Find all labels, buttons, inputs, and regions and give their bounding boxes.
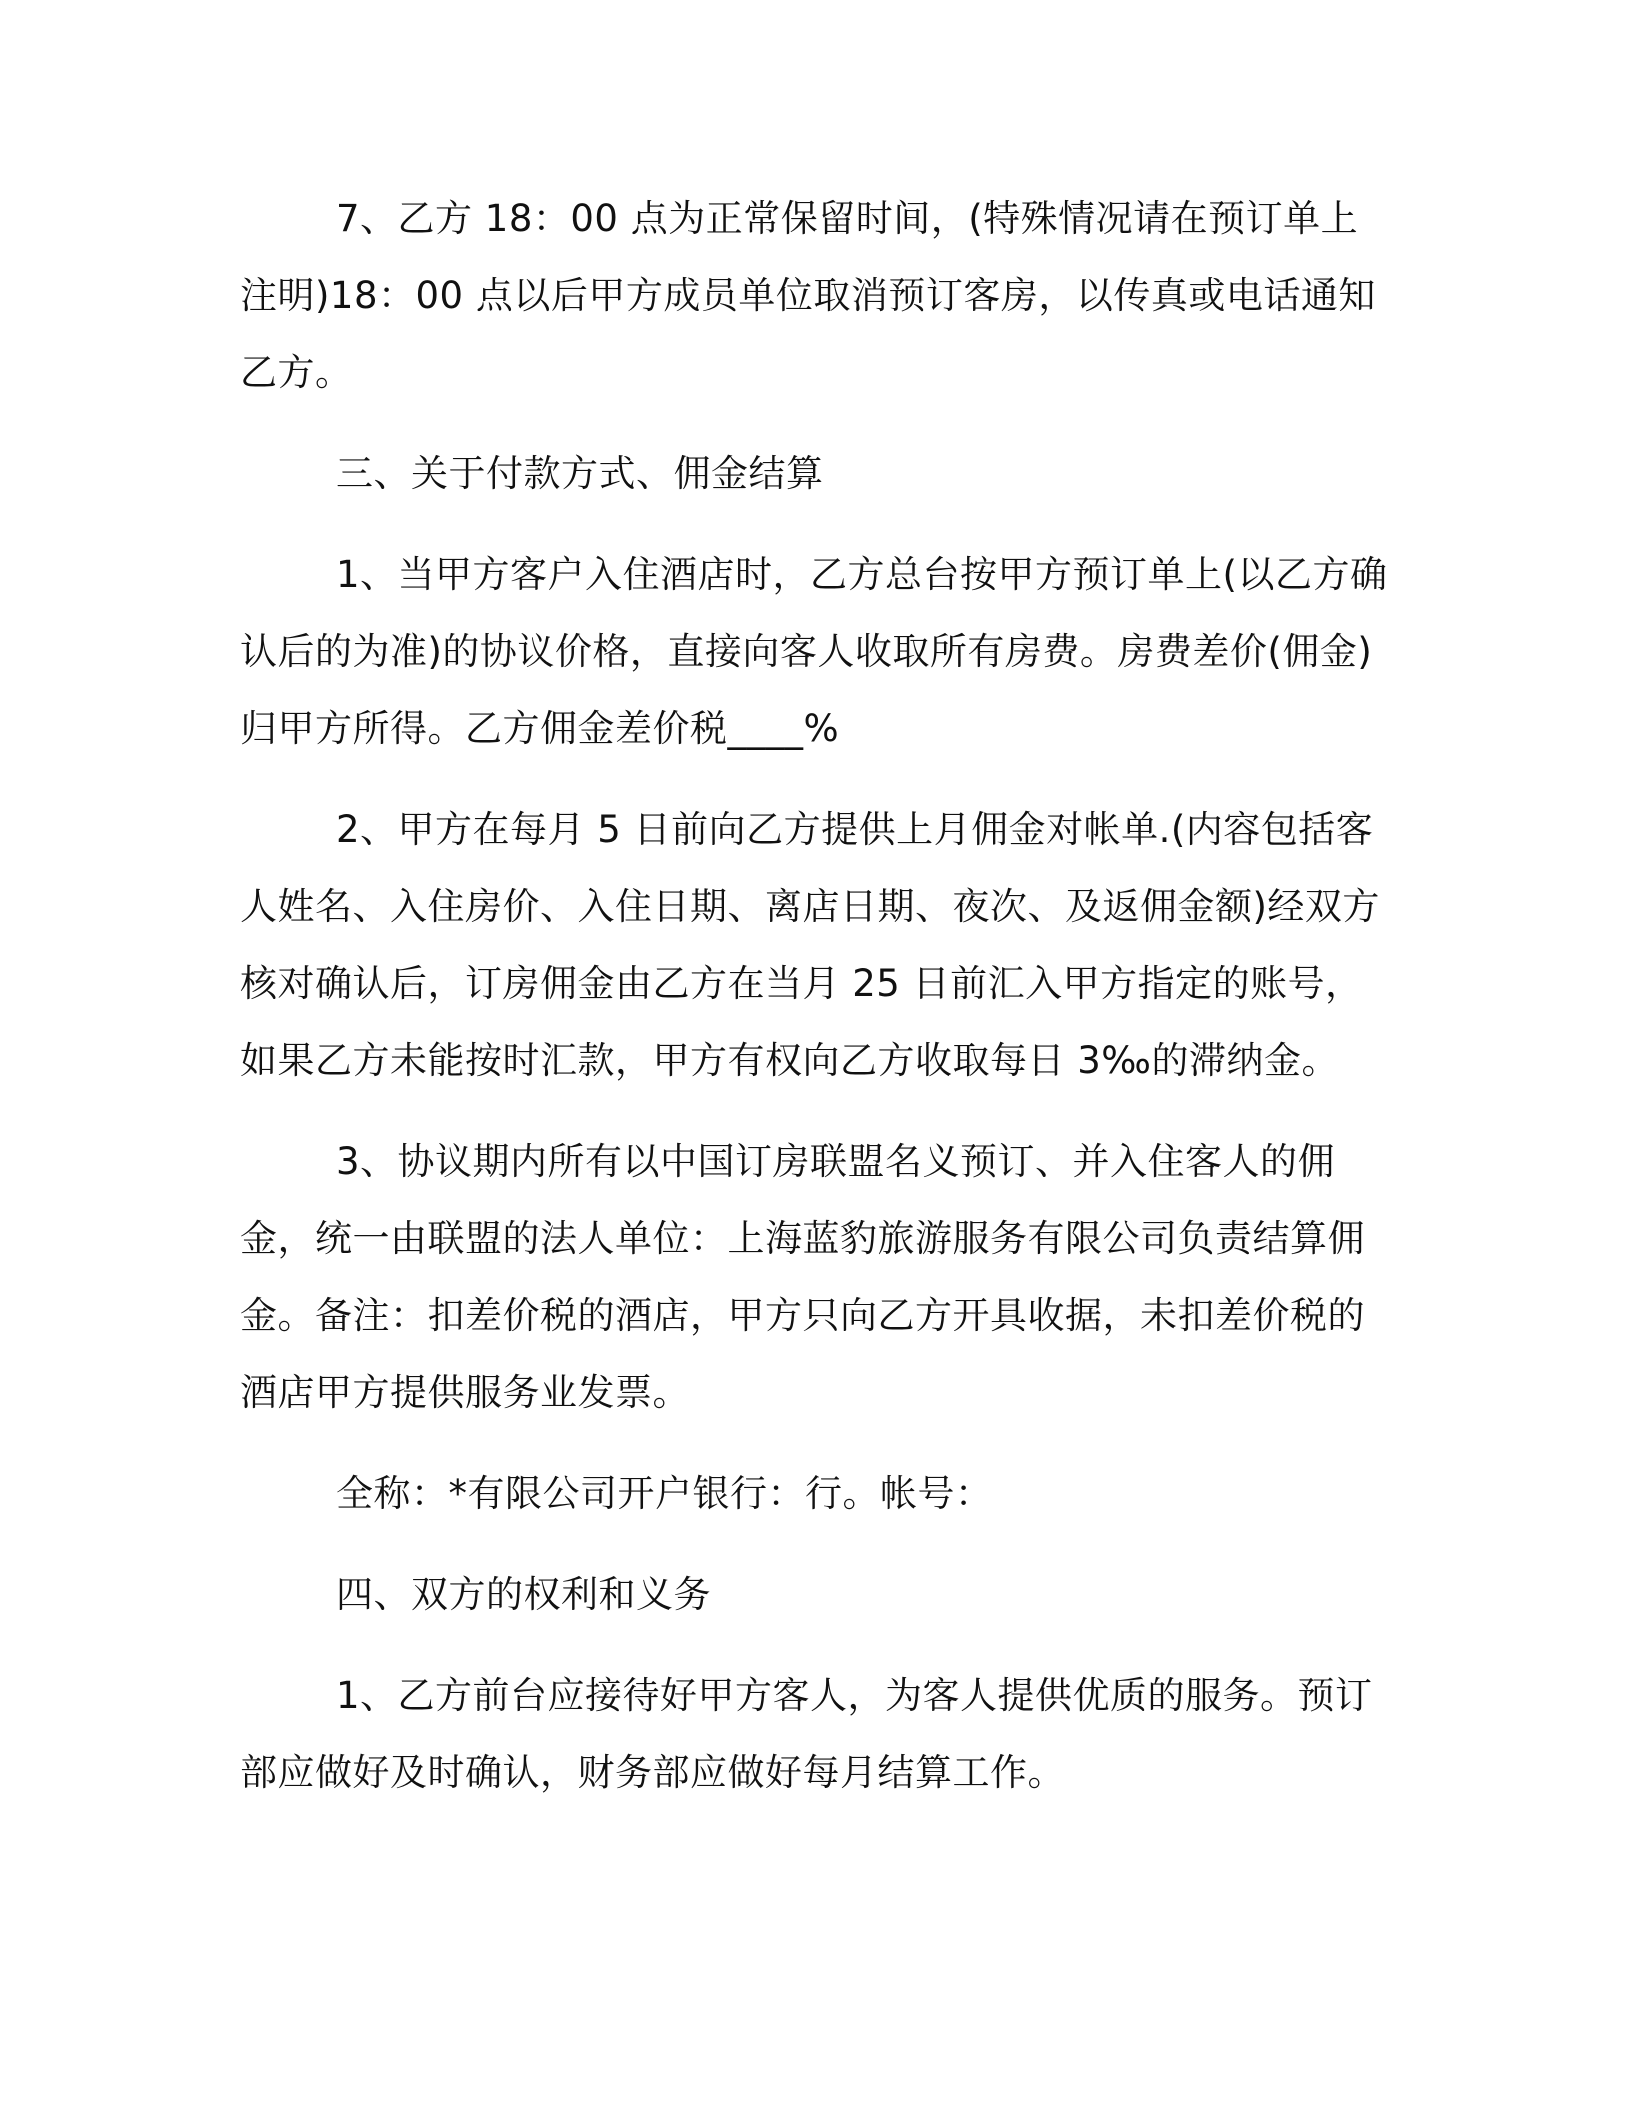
paragraph-payment-3: 3、协议期内所有以中国订房联盟名义预订、并入住客人的佣金，统一由联盟的法人单位：上海蓝豹旅游服务有限公司负责结算佣金。备注：扣差价税的酒店，甲方只向乙方开具收据，未扣差价税的酒店甲方提供服务业发票。 (240, 1140, 1365, 1414)
section-heading-payment: 三、关于付款方式、佣金结算 (336, 452, 824, 495)
paragraph-item-7: 7、乙方 18：00 点为正常保留时间，(特殊情况请在预订单上注明)18：00 点以后甲方成员单位取消预订客房，以传真或电话通知乙方。 (240, 197, 1376, 394)
paragraph-rights-1: 1、乙方前台应接待好甲方客人，为客人提供优质的服务。预订部应做好及时确认，财务部应做好每月结算工作。 (240, 1674, 1373, 1794)
section-heading-rights: 四、双方的权利和义务 (336, 1573, 711, 1616)
document-body (240, 180, 1390, 1835)
paragraph-payment-1: 1、当甲方客户入住酒店时，乙方总台按甲方预订单上(以乙方确认后的为准)的协议价格，直接向客人收取所有房费。房费差价(佣金)归甲方所得。乙方佣金差价税____% (240, 553, 1388, 750)
paragraph-payment-2: 2、甲方在每月 5 日前向乙方提供上月佣金对帐单.(内容包括客人姓名、入住房价、入住日期、离店日期、夜次、及返佣金额)经双方核对确认后，订房佣金由乙方在当月 25 日前汇入甲方指定的账号，如果乙方未能按时汇款，甲方有权向乙方收取每日 3‰的滞纳金。 (240, 808, 1380, 1082)
paragraph-bank-info: 全称：*有限公司开户银行：行。帐号： (336, 1472, 993, 1515)
